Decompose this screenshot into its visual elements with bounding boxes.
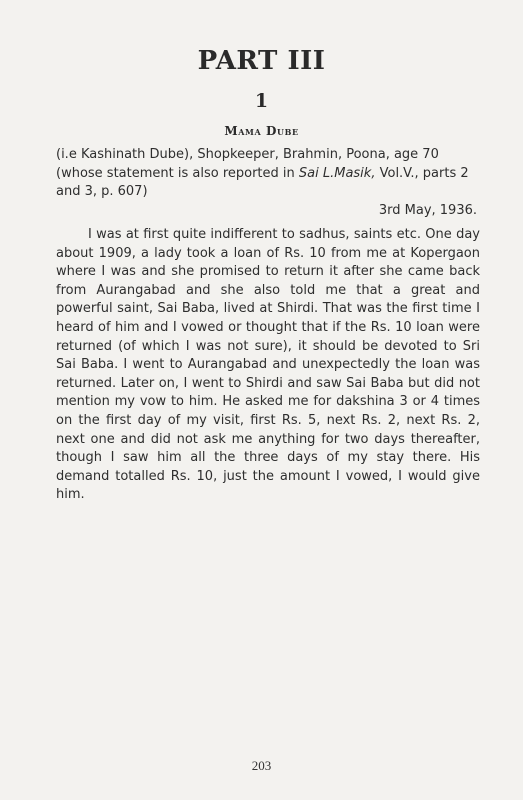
statement-date: 3rd May, 1936. xyxy=(378,203,477,218)
chapter-number: 1 xyxy=(254,90,269,112)
intro-note xyxy=(56,146,480,202)
intro-source-title: Sai L.Masik, xyxy=(298,165,376,181)
chapter-name: Mama Dube xyxy=(224,124,299,138)
intro-text-end: Vol.V., parts 2 and 3, p. 607) xyxy=(56,165,469,199)
part-title: PART III xyxy=(197,46,326,76)
body-paragraph: I was at first quite indifferent to sadhus, saints etc. One day about 1909, a lady took a loan of Rs. 10 from me at Kopergaon where I was and she promised to return it after she came back from Aurangabad and she also told me that a great and powerful saint, Sai Baba, lived at Shirdi. That was the first time I heard of him and I vowed or thought that if the Rs. 10 loan were returned (of which I was not sure), it should be devoted to Sri Sai Baba. I went to Aurangabad and unexpectedly the loan was returned. Later on, I went to Shirdi and saw Sai Baba but did not mention my vow to him. He asked me for dakshina 3 or 4 times on the first day of my visit, first Rs. 5, next Rs. 2, next Rs. 2, next one and did not ask me anything for two days thereafter, though I saw him all the three days of my stay there. His demand totalled Rs. 10, just the amount I vowed, I would give him. xyxy=(56,227,480,503)
page-number: 203 xyxy=(251,758,272,773)
intro-text-start: (i.e Kashinath Dube), Shopkeeper, Brahmin, Poona, age 70 (whose statement is also reported in xyxy=(56,147,439,181)
